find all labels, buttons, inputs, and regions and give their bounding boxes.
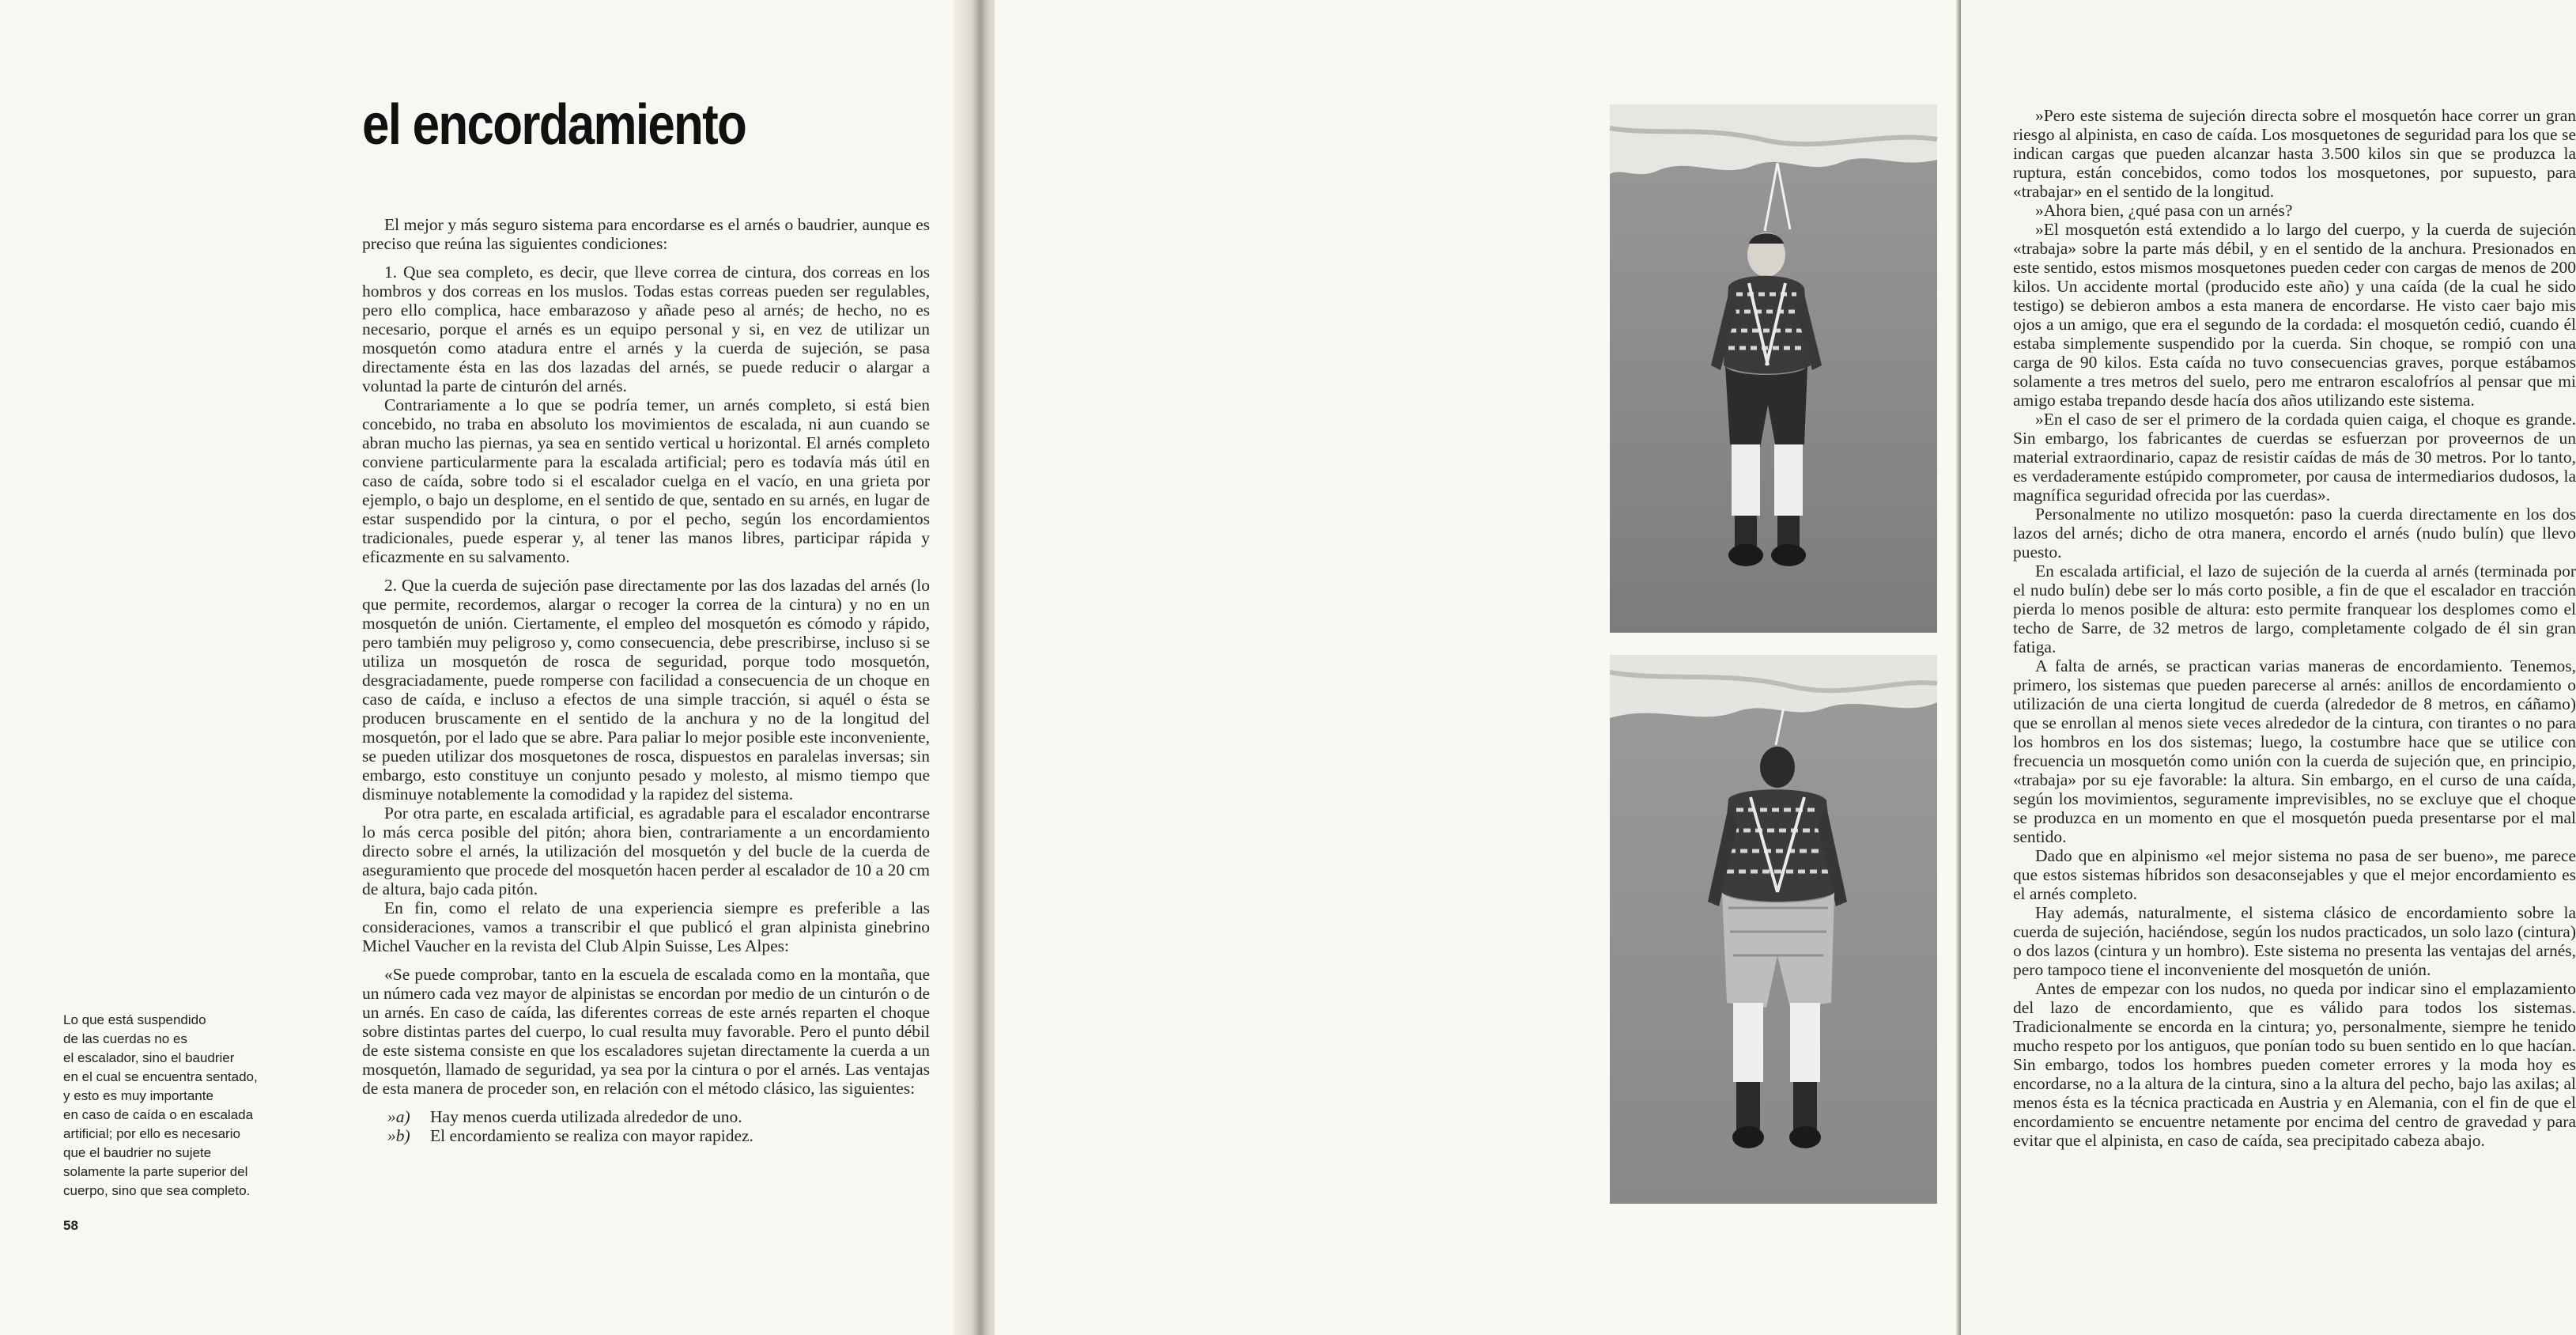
caption-line: en caso de caída o en escalada xyxy=(63,1107,254,1122)
page-edge xyxy=(1956,0,1961,1335)
right-column-text xyxy=(2013,106,2576,1150)
list-item-text: El encordamiento se realiza con mayor rapidez. xyxy=(430,1126,754,1145)
paragraph: «Se puede comprobar, tanto en la escuela de escalada como en la montaña, que un número cada vez mayor de alpinistas se encordan por medio de un cinturón o de un arnés. En caso de caída, las diferentes correas de este arnés reparten el choque sobre distintas partes del cuerpo, lo cual resulta muy favorable. Pero el punto débil de este sistema consiste en que los escaladores sujetan directamente la cuerda a un mosquetón, llamado de seguridad, ya sea por la cintura o por el arnés. Las ventajas de esta manera de proceder son, en relación con el método clásico, las siguientes: xyxy=(362,965,930,1098)
caption-line: cuerpo, sino que sea completo. xyxy=(63,1183,251,1198)
climber-back-photo xyxy=(1610,655,1937,1204)
paragraph: Contrariamente a lo que se podría temer, un arnés completo, si está bien concebido, no traba en absoluto los movimientos de escalada, ni aun cuando se abran mucho las piernas, ya sea en sentido vertical u horizontal. El arnés completo conviene particularmente para la escalada artificial; pero es todavía más útil en caso de caída, sobre todo si el escalador cuelga en el vacío, en una grieta por ejemplo, o bajo un desplome, en el sentido de que, sentado en su arnés, en lugar de estar suspendido por la cintura, o por el pecho, según los encordamientos tradicionales, puede esperar y, al tener las manos libres, participar rápida y eficazmente en su salvamento. xyxy=(362,395,930,566)
paragraph: En fin, como el relato de una experiencia siempre es preferible a las consideraciones, vamos a transcribir el que publicó el gran alpinista ginebrino Michel Vaucher en la revista del Club Alpin Suisse, Les Alpes: xyxy=(362,898,930,955)
paragraph: »Pero este sistema de sujeción directa sobre el mosquetón hace correr un gran riesgo al alpinista, en caso de caída. Los mosquetones de seguridad para los que se indican cargas que pueden alcanzar hasta 3.500 kilos sin que se produzca la ruptura, están concebidos, como todos los mosquetones, por supuesto, para «trabajar» en el sentido de la longitud. xyxy=(2013,106,2576,201)
climber-front-photo xyxy=(1610,104,1937,633)
left-column-text xyxy=(362,215,930,1145)
paragraph: Antes de empezar con los nudos, no queda por indicar sino el emplazamiento del lazo de encordamiento, que es válido para todos los sistemas. Tradicionalmente se encorda en la cintura; yo, personalmente, siempre he tenido mucho respeto por los antiguos, que ponían todo su buen sentido en lo que hacían. Sin embargo, todos los hombres pueden cometer errores y la moda hoy es encordarse, no a la altura de la cintura, sino a la altura del pecho, bajo las axilas; al menos ésta es la técnica practicada en Austria y en Alemania, con el fin de que el encordamiento se encuentre netamente por encima del centro de gravedad y para evitar que el alpinista, en caso de caída, sea precipitado cabeza abajo. xyxy=(2013,979,2576,1150)
list-item xyxy=(362,1126,930,1145)
list-item-label: »b) xyxy=(387,1126,410,1145)
caption-line: solamente la parte superior del xyxy=(63,1164,248,1179)
paragraph: 2. Que la cuerda de sujeción pase directamente por las dos lazadas del arnés (lo que permite, recordemos, alargar o recoger la correa de la cintura) y no en un mosquetón de unión. Ciertamente, el empleo del mosquetón es cómodo y rápido, pero también muy peligroso y, como consecuencia, debe prescribirse, incluso si se utiliza un mosquetón de rosca de seguridad, porque todo mosquetón, desgraciadamente, puede romperse con facilidad a consecuencia de un choque en caso de caída, e incluso a efectos de una simple tracción, si aquél o ésta se producen bruscamente en el sentido de la anchura y no de la longitud del mosquetón, por el lado que se abre. Para paliar lo mejor posible este inconveniente, se pueden utilizar dos mosquetones de rosca, dispuestos en paralelas inversas; sin embargo, esto constituye un conjunto pesado y molesto, al mismo tiempo que disminuye notablemente la comodidad y la rapidez del sistema. xyxy=(362,576,930,804)
left-page xyxy=(0,0,966,1335)
paragraph: »El mosquetón está extendido a lo largo del cuerpo, y la cuerda de sujeción «trabaja» sobre la parte más débil, y en el sentido de la anchura. Presionados en este sentido, estos mismos mosquetones pueden ceder con cargas de menos de 200 kilos. Un accidente mortal (producido este año) y una caída (de la cual he sido testigo) se debieron ambos a esta manera de encordarse. He visto caer bajo mis ojos a un amigo, que era el segundo de la cordada: el mosquetón cedió, cuando él estaba simplemente suspendido por la cuerda. Sin choque, se rompió con una carga de 90 kilos. Esta caída no tuvo consecuencias graves, porque estábamos solamente a tres metros del suelo, pero me entraron escalofríos al pensar que mi amigo estaba trepando desde hacía dos años utilizando este sistema. xyxy=(2013,220,2576,410)
paragraph: En escalada artificial, el lazo de sujeción de la cuerda al arnés (terminada por el nudo bulín) debe ser lo más corto posible, a fin de que el escalador en tracción pierda lo menos posible de altura: esto permite franquear los desplomes como el techo de Sarre, de 32 metros de largo, completamente colgado de él sin gran fatiga. xyxy=(2013,562,2576,656)
paragraph: Por otra parte, en escalada artificial, es agradable para el escalador encontrarse lo más cerca posible del pitón; ahora bien, contrariamente a un encordamiento directo sobre el arnés, la utilización del mosquetón y del bucle de la cuerda de aseguramiento que procede del mosquetón hacen perder al escalador de 10 a 20 cm de altura, bajo cada pitón. xyxy=(362,804,930,898)
list-item-text: Hay menos cuerda utilizada alrededor de uno. xyxy=(430,1107,742,1126)
paragraph: El mejor y más seguro sistema para encordarse es el arnés o baudrier, aunque es preciso que reúna las siguientes condiciones: xyxy=(362,215,930,253)
paragraph: »Ahora bien, ¿qué pasa con un arnés? xyxy=(2035,201,2293,220)
paragraph: 1. Que sea completo, es decir, que lleve correa de cintura, dos correas en los hombros y dos correas en los muslos. Todas estas correas pueden ser regulables, pero ello complica, hace embarazoso y añade peso al arnés; de hecho, no es necesario, porque el arnés es un equipo personal y si, en vez de utilizar un mosquetón como atadura entre el arnés y la cuerda de sujeción, se pasa directamente ésta en las dos lazadas del arnés, se puede reducir o alargar a voluntad la parte de cinturón del arnés. xyxy=(362,263,930,395)
caption-line: y esto es muy importante xyxy=(63,1088,213,1103)
paragraph: Dado que en alpinismo «el mejor sistema no pasa de ser bueno», me parece que estos sistemas híbridos son desaconsejables y que el mejor encordamiento es el arnés completo. xyxy=(2013,846,2576,903)
page-title: el encordamiento xyxy=(362,93,746,157)
page-number: 58 xyxy=(63,1218,78,1233)
caption-line: el escalador, sino el baudrier xyxy=(63,1050,235,1065)
list-item xyxy=(362,1107,930,1126)
photo-caption xyxy=(63,1011,300,1201)
caption-line: artificial; por ello es necesario xyxy=(63,1126,240,1141)
list-item-label: »a) xyxy=(387,1107,410,1126)
caption-line: en el cual se encuentra sentado, xyxy=(63,1069,258,1084)
caption-line: de las cuerdas no es xyxy=(63,1031,187,1046)
caption-line: que el baudrier no sujete xyxy=(63,1145,212,1160)
paragraph: Personalmente no utilizo mosquetón: paso la cuerda directamente en los dos lazos del arnés; dicho de otra manera, encordo el arnés (nudo bulín) que llevo puesto. xyxy=(2013,505,2576,562)
paragraph: Hay además, naturalmente, el sistema clásico de encordamiento sobre la cuerda de sujeción, haciéndose, según los nudos practicados, un solo lazo (cintura) o dos lazos (cintura y un hombro). Este sistema no presenta las ventajas del arnés, pero tampoco tiene el inconveniente del mosquetón de unión. xyxy=(2013,903,2576,979)
caption-line: Lo que está suspendido xyxy=(63,1012,206,1027)
paragraph: »En el caso de ser el primero de la cordada quien caiga, el choque es grande. Sin embargo, los fabricantes de cuerdas se esfuerzan por proveernos de un material extraordinario, capaz de resistir caídas de más de 30 metros. Por lo tanto, es verdaderamente estúpido comprometer, por causa de intermediarios dudosos, la magnífica seguridad ofrecida por las cuerdas». xyxy=(2013,410,2576,505)
paragraph: A falta de arnés, se practican varias maneras de encordamiento. Tenemos, primero, los sistemas que pueden parecerse al arnés: anillos de encordamiento o utilización de una cierta longitud de cuerda (alrededor de 8 metros, en cáñamo) que se enrollan al menos siete veces alrededor de la cintura, con tirantes o no para los hombros en los dos sistemas; luego, la costumbre hace que se utilice con frecuencia un mosquetón como unión con la cuerda de sujeción que, en principio, «trabaja» por su eje favorable: la altura. Sin embargo, en el curso de una caída, según los movimientos, seguramente imprevisibles, no se excluye que el choque se produzca en un momento en que el mosquetón pueda presentarse por el mal sentido. xyxy=(2013,656,2576,846)
